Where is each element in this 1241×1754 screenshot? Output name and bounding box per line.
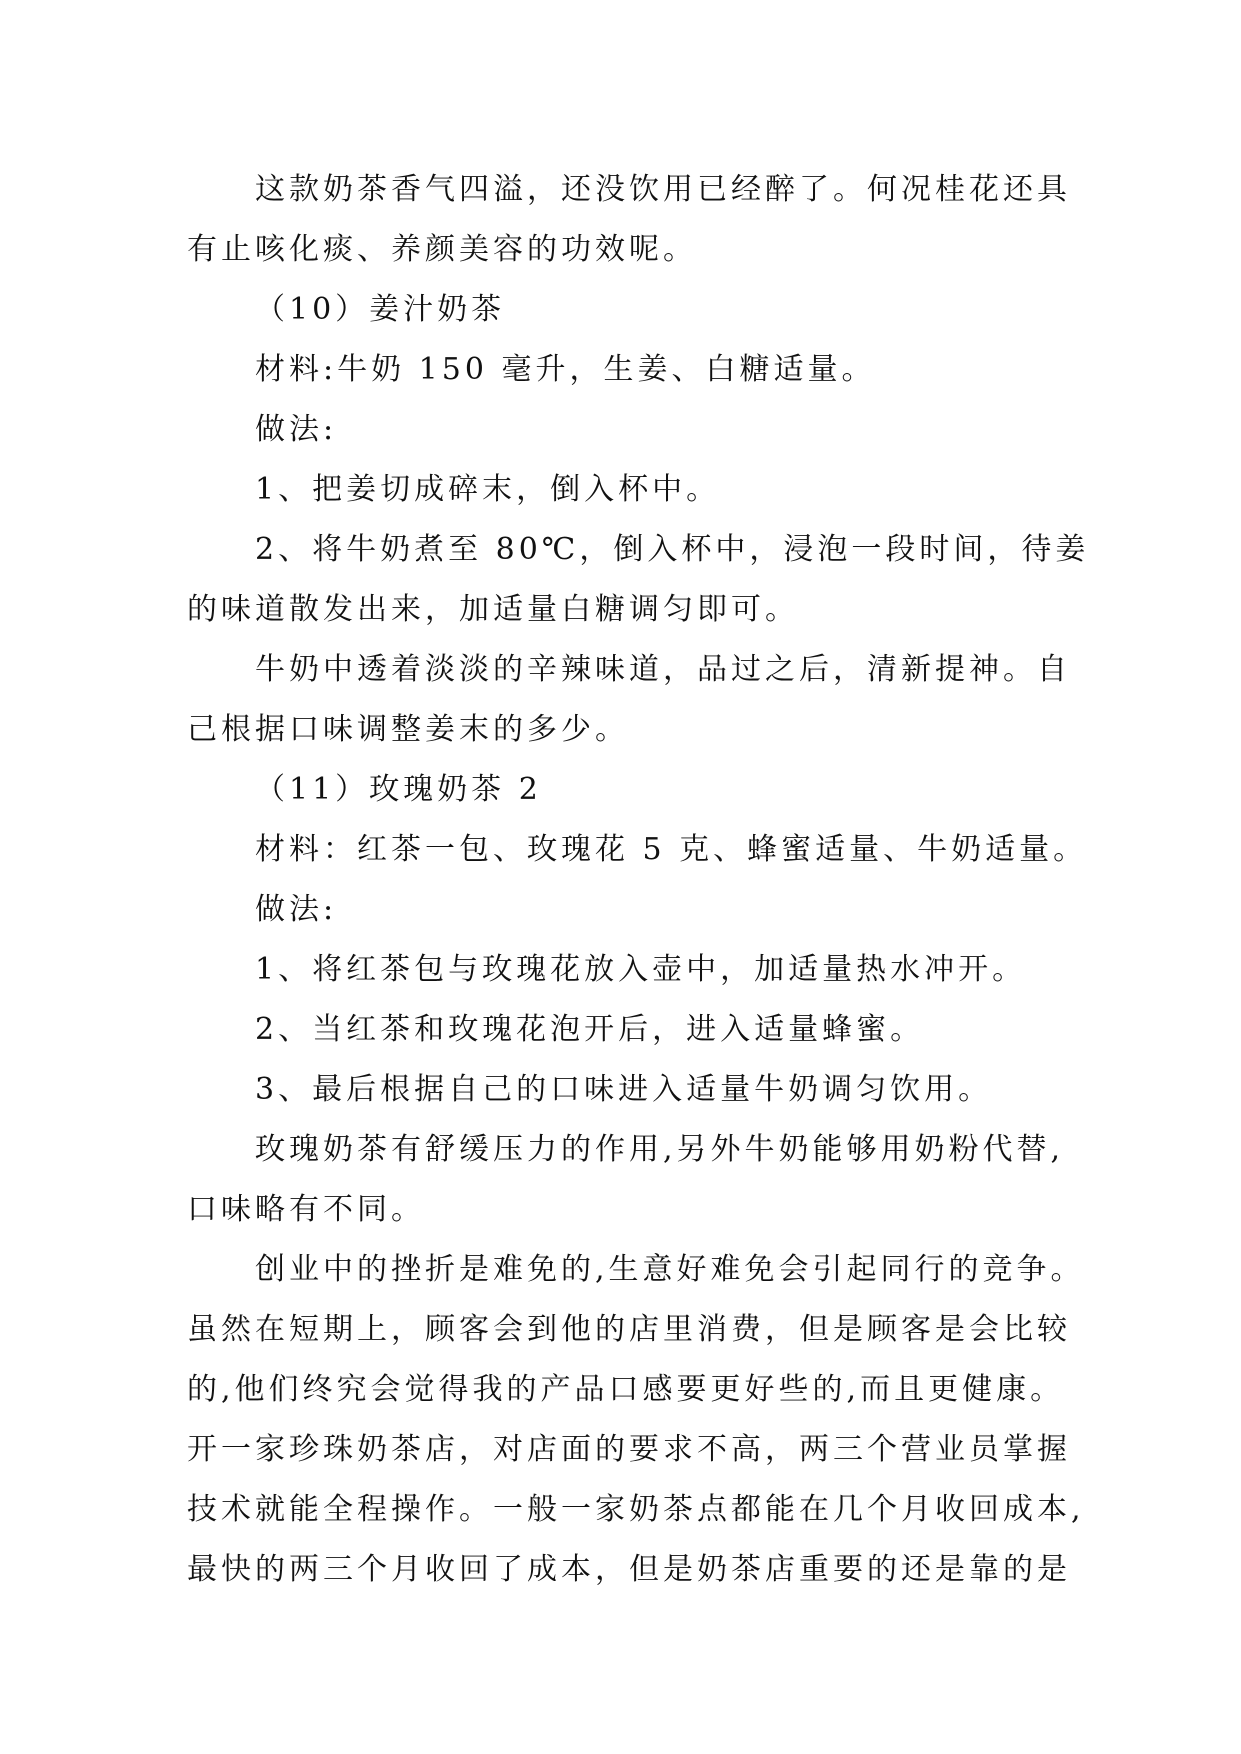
paragraph-line: 口味略有不同。	[187, 1192, 425, 1227]
method-label: 做法:	[255, 412, 338, 447]
step-line: 1、把姜切成碎末，倒入杯中。	[255, 472, 721, 507]
paragraph-line: 创业中的挫折是难免的,生意好难免会引起同行的竞争。	[255, 1252, 1085, 1287]
step-line: 1、将红茶包与玫瑰花放入壶中，加适量热水冲开。	[255, 952, 1027, 987]
materials-line: 材料：红茶一包、玫瑰花 5 克、蜂蜜适量、牛奶适量。	[255, 832, 1088, 867]
paragraph-line: 开一家珍珠奶茶店，对店面的要求不高，两三个营业员掌握	[187, 1432, 1071, 1467]
step-line: 的味道散发出来，加适量白糖调匀即可。	[187, 592, 799, 627]
paragraph-line: 有止咳化痰、养颜美容的功效呢。	[187, 232, 697, 267]
method-label: 做法:	[255, 892, 338, 927]
paragraph-line: 己根据口味调整姜末的多少。	[187, 712, 629, 747]
paragraph-line: 这款奶茶香气四溢，还没饮用已经醉了。何况桂花还具	[255, 172, 1071, 207]
document-body	[187, 160, 1090, 1600]
step-line: 2、当红茶和玫瑰花泡开后，进入适量蜂蜜。	[255, 1012, 925, 1047]
materials-line: 材料:牛奶 150 毫升，生姜、白糖适量。	[255, 352, 876, 387]
step-line: 3、最后根据自己的口味进入适量牛奶调匀饮用。	[255, 1072, 993, 1107]
section-heading: （10）姜汁奶茶	[255, 292, 506, 327]
paragraph-line: 牛奶中透着淡淡的辛辣味道，品过之后，清新提神。自	[255, 652, 1071, 687]
paragraph-line: 的,他们终究会觉得我的产品口感要更好些的,而且更健康。	[187, 1372, 1065, 1407]
paragraph-line: 最快的两三个月收回了成本，但是奶茶店重要的还是靠的是	[187, 1552, 1071, 1587]
step-line: 2、将牛奶煮至 80℃，倒入杯中，浸泡一段时间，待姜	[255, 532, 1090, 567]
paragraph-line: 玫瑰奶茶有舒缓压力的作用,另外牛奶能够用奶粉代替,	[255, 1132, 1065, 1167]
section-heading: （11）玫瑰奶茶 2	[255, 772, 542, 807]
paragraph-line: 技术就能全程操作。一般一家奶茶点都能在几个月收回成本,	[187, 1492, 1085, 1527]
paragraph-line: 虽然在短期上，顾客会到他的店里消费，但是顾客是会比较	[187, 1312, 1071, 1347]
